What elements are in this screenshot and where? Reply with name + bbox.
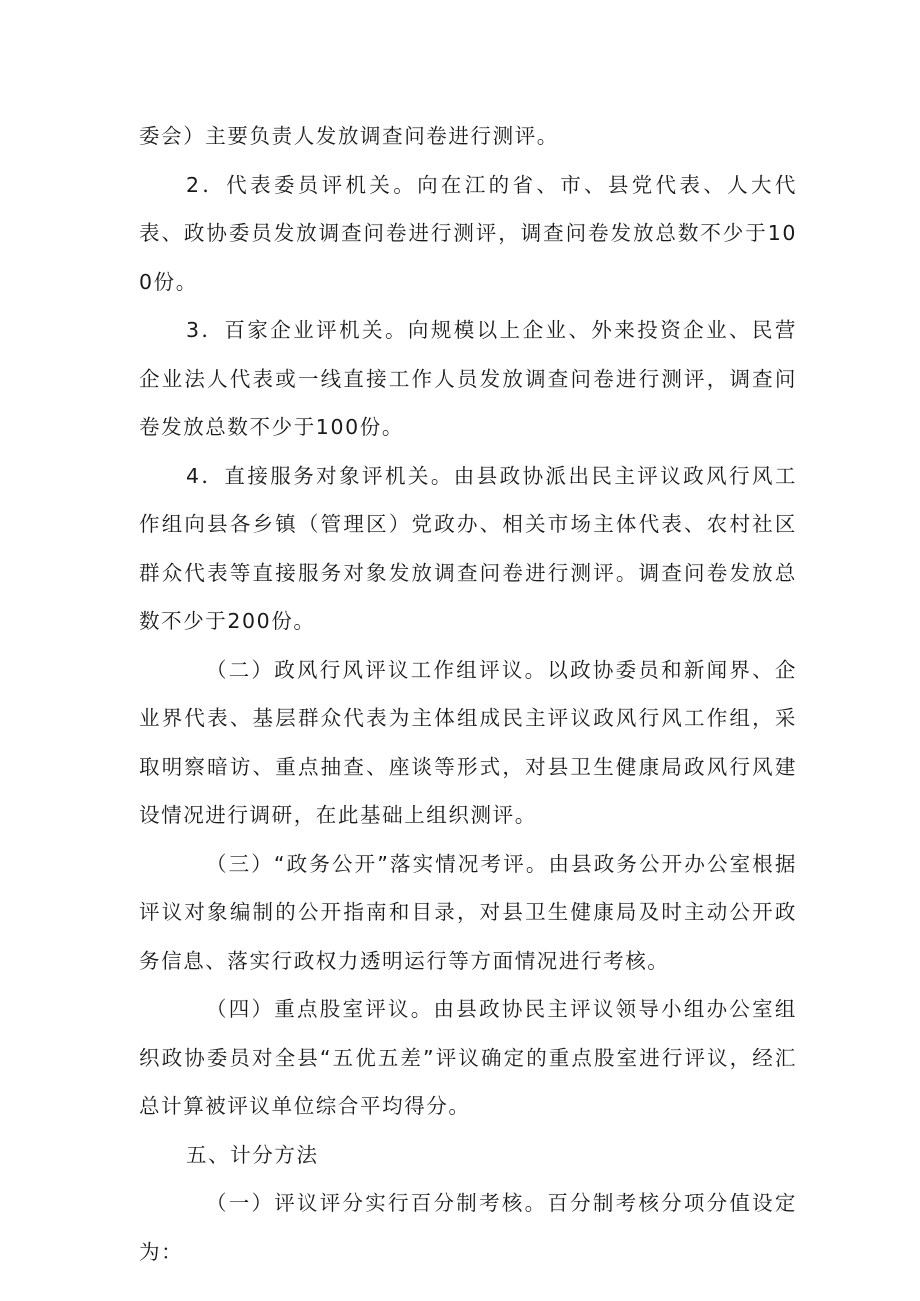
paragraph-continuation: 委会）主要负责人发放调查问卷进行测评。 xyxy=(139,124,559,148)
paragraph-section-3: （三）“政务公开”落实情况考评。由县政务公开办公室根据评议对象编制的公开指南和目录，对县卫生健康局及时主动公开政务信息、落实行政权力透明运行等方面情况进行考核。 xyxy=(139,851,797,973)
paragraph-section-4: （四）重点股室评议。由县政协民主评议领导小组办公室组织政协委员对全县“五优五差”评议确定的重点股室进行评议，经汇总计算被评议单位综合平均得分。 xyxy=(139,997,797,1118)
document-body xyxy=(139,112,797,1276)
paragraph-section-2: （二）政风行风评议工作组评议。以政协委员和新闻界、企业界代表、基层群众代表为主体组成民主评议政风行风工作组，采取明察暗访、重点抽查、座谈等形式，对县卫生健康局政风行风建设情况进行调研，在此基础上组织测评。 xyxy=(139,657,797,827)
paragraph-item-4: 4．直接服务对象评机关。由县政协派出民主评议政风行风工作组向县各乡镇（管理区）党政办、相关市场主体代表、农村社区群众代表等直接服务对象发放调查问卷进行测评。调查问卷发放总数不少于200份。 xyxy=(139,463,797,633)
heading-scoring-method: 五、计分方法 xyxy=(186,1142,319,1167)
paragraph-scoring-1: （一）评议评分实行百分制考核。百分制考核分项分值设定为： xyxy=(139,1191,797,1264)
paragraph-item-3: 3．百家企业评机关。向规模以上企业、外来投资企业、民营企业法人代表或一线直接工作人员发放调查问卷进行测评，调查问卷发放总数不少于100份。 xyxy=(139,318,797,439)
paragraph-item-2: 2．代表委员评机关。向在江的省、市、县党代表、人大代表、政协委员发放调查问卷进行测评，调查问卷发放总数不少于100份。 xyxy=(139,172,797,294)
